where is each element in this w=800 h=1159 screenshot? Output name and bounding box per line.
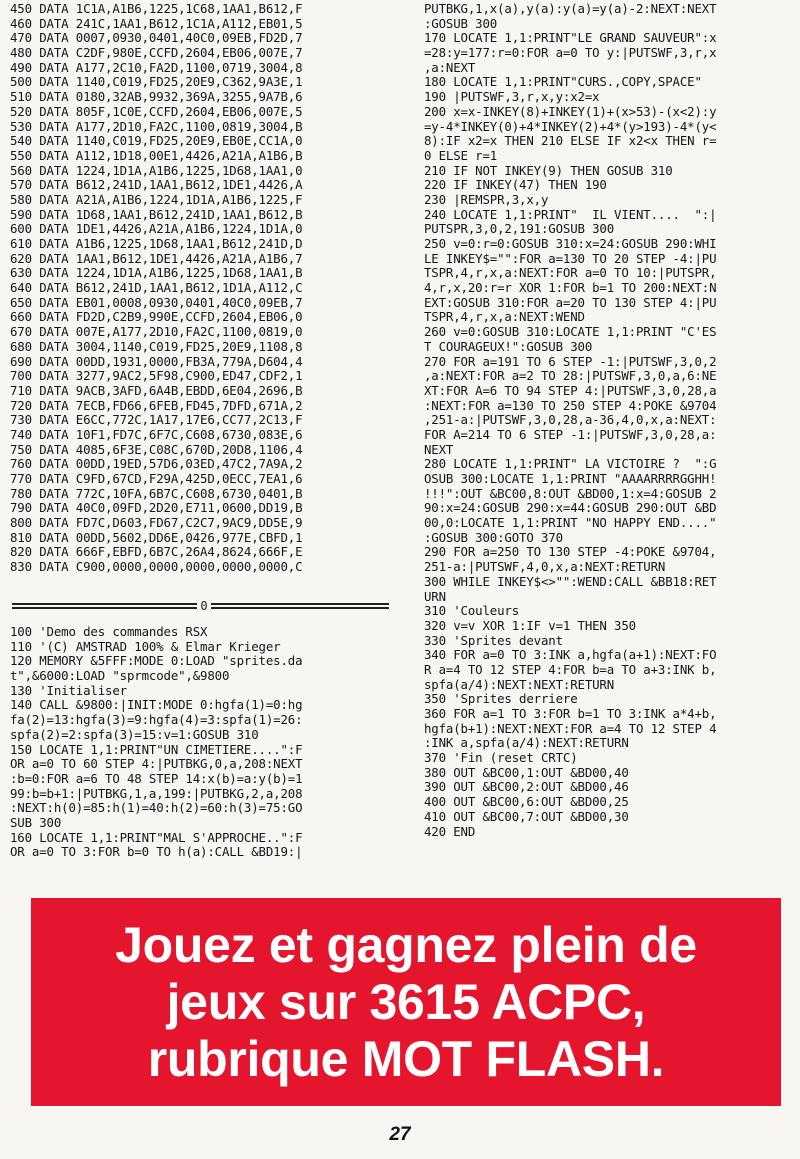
code-line: 200 x=x-INKEY(8)+INKEY(1)+(x>53)-(x<2):y [424,104,717,119]
code-line: fa(2)=13:hgfa(3)=9:hgfa(4)=3:spfa(1)=26: [10,713,303,728]
section-divider [12,596,389,616]
code-line: 210 IF NOT INKEY(9) THEN GOSUB 310 [424,163,673,178]
code-line: 120 MEMORY &5FFF:MODE 0:LOAD "sprites.da [10,654,303,669]
code-line: 220 IF INKEY(47) THEN 190 [424,178,607,193]
code-line: XT:FOR A=6 TO 94 STEP 4:|PUTSWF,3,0,28,a [424,383,717,398]
data-line: 760 DATA 00DD,19ED,57D6,03ED,47C2,7A9A,2 [10,457,303,472]
promo-server-code: 3615 ACPC, [369,973,646,1030]
data-line: 750 DATA 4085,6F3E,C08C,670D,20D8,1106,4 [10,442,303,457]
code-line: 390 OUT &BC00,2:OUT &BD00,46 [424,780,629,795]
data-line: 650 DATA EB01,0008,0930,0401,40C0,09EB,7 [10,295,303,310]
code-line: 190 |PUTSWF,3,r,x,y:x2=x [424,90,600,105]
code-line: 380 OUT &BC00,1:OUT &BD00,40 [424,765,629,780]
code-line: 290 FOR a=250 TO 130 STEP -4:POKE &9704, [424,545,717,560]
data-line: 730 DATA E6CC,772C,1A17,17E6,CC77,2C13,F [10,413,303,428]
promo-banner [31,898,781,1106]
code-line: TSPR,4,r,x,a:NEXT:WEND [424,310,585,325]
promo-line-2 [167,974,646,1031]
code-line: OR a=0 TO 60 STEP 4:|PUTBKG,0,a,208:NEXT [10,757,303,772]
code-line: URN [424,589,446,604]
code-line: 270 FOR a=191 TO 6 STEP -1:|PUTSWF,3,0,2 [424,354,717,369]
promo-line-2-prefix: jeux sur [166,973,370,1030]
code-line: 400 OUT &BC00,6:OUT &BD00,25 [424,795,629,810]
data-line: 620 DATA 1AA1,B612,1DE1,4426,A21A,A1B6,7 [10,251,303,266]
code-line: 280 LOCATE 1,1:PRINT" LA VICTOIRE ? ":G [424,457,717,472]
data-line: 600 DATA 1DE1,4426,A21A,A1B6,1224,1D1A,0 [10,222,303,237]
code-line: 250 v=0:r=0:GOSUB 310:x=24:GOSUB 290:WHI [424,237,717,251]
promo-section-name: MOT FLASH. [361,1030,665,1087]
code-line: LE INKEY$="":FOR a=130 TO 20 STEP -4:|PU [424,251,717,266]
code-line: 230 |REMSPR,3,x,y [424,192,549,207]
promo-line-3-prefix: rubrique [147,1030,362,1087]
data-line: 550 DATA A112,1D18,00E1,4426,A21A,A1B6,B [10,148,303,163]
code-line: 140 CALL &9800:|INIT:MODE 0:hgfa(1)=0:hg [10,698,303,713]
code-line: 251-a:|PUTSWF,4,0,x,a:NEXT:RETURN [424,560,666,575]
data-line: 580 DATA A21A,A1B6,1224,1D1A,A1B6,1225,F [10,192,303,207]
code-line: :GOSUB 300:GOTO 370 [424,530,563,545]
code-line: SUB 300 [10,815,62,830]
data-line: 810 DATA 00DD,5602,DD6E,0426,977E,CBFD,1 [10,530,303,545]
code-line: PUTSPR,3,0,2,191:GOSUB 300 [424,222,615,237]
code-line: 260 v=0:GOSUB 310:LOCATE 1,1:PRINT "C'ES [424,325,717,340]
code-line: :GOSUB 300 [424,16,498,31]
code-line: 4,r,x,20:r=r XOR 1:FOR b=1 TO 200:NEXT:N [424,281,717,296]
basic-listing-column-left [10,625,390,860]
code-line: :b=0:FOR a=6 TO 48 STEP 14:x(b)=a:y(b)=1 [10,771,303,786]
promo-line-1: Jouez et gagnez plein de [115,916,697,973]
code-line: 170 LOCATE 1,1:PRINT"LE GRAND SAUVEUR":x [424,31,717,46]
code-line: OR a=0 TO 3:FOR b=0 TO h(a):CALL &BD19:| [10,845,303,860]
code-line: 340 FOR a=0 TO 3:INK a,hgfa(a+1):NEXT:FO [424,648,717,663]
data-line: 640 DATA B612,241D,1AA1,B612,1D1A,A112,C [10,281,303,296]
code-line: 360 FOR a=1 TO 3:FOR b=1 TO 3:INK a*4+b, [424,707,717,721]
code-line: R a=4 TO 12 STEP 4:FOR b=a TO a+3:INK b, [424,662,717,677]
data-line: 770 DATA C9FD,67CD,F29A,425D,0ECC,7EA1,6 [10,472,303,486]
code-line: 160 LOCATE 1,1:PRINT"MAL S'APPROCHE..":F [10,830,303,845]
code-line: ,a:NEXT:FOR a=2 TO 28:|PUTSWF,3,0,a,6:NE [424,369,717,384]
data-line: 470 DATA 0007,0930,0401,40C0,09EB,FD2D,7 [10,31,303,46]
code-line: ,a:NEXT [424,60,476,75]
data-line: 670 DATA 007E,A177,2D10,FA2C,1100,0819,0 [10,325,303,340]
code-line: =28:y=177:r=0:FOR a=0 TO y:|PUTSWF,3,r,x [424,46,717,61]
code-line: 410 OUT &BC00,7:OUT &BD00,30 [424,809,629,824]
code-line: 99:b=b+1:|PUTBKG,1,a,199:|PUTBKG,2,a,208 [10,786,303,801]
code-line: spfa(2)=2:spfa(3)=15:v=1:GOSUB 310 [10,727,259,742]
code-line: OSUB 300:LOCATE 1,1:PRINT "AAAARRRRGGHH! [424,472,717,486]
page-number: 27 [389,1124,411,1145]
data-line: 500 DATA 1140,C019,FD25,20E9,C362,9A3E,1 [10,75,303,90]
code-line: =y-4*INKEY(0)+4*INKEY(2)+4*(y>193)-4*(y< [424,119,717,134]
divider-mark: 0 [197,599,211,613]
data-line: 570 DATA B612,241D,1AA1,B612,1DE1,4426,A [10,178,303,193]
code-line: NEXT [424,442,454,457]
code-line: 0 ELSE r=1 [424,148,498,163]
data-line: 830 DATA C900,0000,0000,0000,0000,0000,C [10,560,303,575]
data-line: 450 DATA 1C1A,A1B6,1225,1C68,1AA1,B612,F [10,2,303,16]
data-line: 680 DATA 3004,1140,C019,FD25,20E9,1108,8 [10,339,303,354]
code-line: t",&6000:LOAD "sprmcode",&9800 [10,669,230,684]
code-line: 180 LOCATE 1,1:PRINT"CURS.,COPY,SPACE" [424,75,702,90]
code-line: 130 'Initialiser [10,683,127,698]
code-line: :INK a,spfa(a/4):NEXT:RETURN [424,736,629,751]
data-line: 510 DATA 0180,32AB,9932,369A,3255,9A7B,6 [10,90,303,105]
data-line: 520 DATA 805F,1C0E,CCFD,2604,EB06,007E,5 [10,104,303,119]
data-line: 590 DATA 1D68,1AA1,B612,241D,1AA1,B612,B [10,207,303,222]
code-line: 310 'Couleurs [424,604,520,619]
code-line: !!!":OUT &BC00,8:OUT &BD00,1:x=4:GOSUB 2 [424,486,717,501]
data-line: 820 DATA 666F,EBFD,6B7C,26A4,8624,666F,E [10,545,303,560]
data-line: 790 DATA 40C0,09FD,2D20,E711,0600,DD19,B [10,501,303,516]
data-line: 630 DATA 1224,1D1A,A1B6,1225,1D68,1AA1,B [10,266,303,281]
code-line: 110 '(C) AMSTRAD 100% & Elmar Krieger [10,639,281,654]
code-line: 300 WHILE INKEY$<>"":WEND:CALL &BB18:RET [424,574,717,589]
code-line: 240 LOCATE 1,1:PRINT" IL VIENT.... ":| [424,207,717,222]
code-line: 320 v=v XOR 1:IF v=1 THEN 350 [424,618,636,633]
data-line: 530 DATA A177,2D10,FA2C,1100,0819,3004,B [10,119,303,134]
data-listing-column [10,2,390,575]
basic-listing-column-right [424,2,796,839]
data-line: 460 DATA 241C,1AA1,B612,1C1A,A112,EB01,5 [10,16,303,31]
data-line: 800 DATA FD7C,D603,FD67,C2C7,9AC9,DD5E,9 [10,516,303,531]
code-line: PUTBKG,1,x(a),y(a):y(a)=y(a)-2:NEXT:NEXT [424,2,717,16]
data-line: 490 DATA A177,2C10,FA2D,1100,0719,3004,8 [10,60,303,75]
code-line: 150 LOCATE 1,1:PRINT"UN CIMETIERE....":F [10,742,303,757]
code-line: 350 'Sprites derriere [424,692,578,707]
data-line: 700 DATA 3277,9AC2,5F98,C900,ED47,CDF2,1 [10,369,303,384]
code-line: spfa(a/4):NEXT:NEXT:RETURN [424,677,615,692]
code-line: 100 'Demo des commandes RSX [10,625,208,639]
code-line: ,251-a:|PUTSWF,3,0,28,a-36,4,0,x,a:NEXT: [424,413,717,428]
code-line: 370 'Fin (reset CRTC) [424,751,578,766]
code-line: :NEXT:h(0)=85:h(1)=40:h(2)=60:h(3)=75:GO [10,801,303,816]
code-line: T COURAGEUX!":GOSUB 300 [424,339,593,354]
code-line: hgfa(b+1):NEXT:NEXT:FOR a=4 TO 12 STEP 4 [424,721,717,736]
data-line: 780 DATA 772C,10FA,6B7C,C608,6730,0401,B [10,486,303,501]
data-line: 740 DATA 10F1,FD7C,6F7C,C608,6730,083E,6 [10,427,303,442]
code-line: 90:x=24:GOSUB 290:x=44:GOSUB 290:OUT &BD [424,501,717,516]
code-line: EXT:GOSUB 310:FOR a=20 TO 130 STEP 4:|PU [424,295,717,310]
data-line: 610 DATA A1B6,1225,1D68,1AA1,B612,241D,D [10,237,303,251]
data-line: 480 DATA C2DF,980E,CCFD,2604,EB06,007E,7 [10,46,303,61]
data-line: 660 DATA FD2D,C2B9,990E,CCFD,2604,EB06,0 [10,310,303,325]
promo-line-3 [148,1031,665,1088]
code-line: TSPR,4,r,x,a:NEXT:FOR a=0 TO 10:|PUTSPR, [424,266,717,281]
code-line: :NEXT:FOR a=130 TO 250 STEP 4:POKE &9704 [424,398,717,413]
code-line: FOR A=214 TO 6 STEP -1:|PUTSWF,3,0,28,a: [424,427,717,442]
data-line: 710 DATA 9ACB,3AFD,6A4B,EBDD,6E04,2696,B [10,383,303,398]
code-line: 00,0:LOCATE 1,1:PRINT "NO HAPPY END...." [424,516,717,531]
data-line: 690 DATA 00DD,1931,0000,FB3A,779A,D604,4 [10,354,303,369]
code-line: 330 'Sprites devant [424,633,563,648]
data-line: 720 DATA 7ECB,FD66,6FEB,FD45,7DFD,671A,2 [10,398,303,413]
data-line: 560 DATA 1224,1D1A,A1B6,1225,1D68,1AA1,0 [10,163,303,178]
data-line: 540 DATA 1140,C019,FD25,20E9,EB0E,CC1A,0 [10,134,303,149]
code-line: 420 END [424,824,476,839]
code-line: 8):IF x2=x THEN 210 ELSE IF x2<x THEN r= [424,134,717,149]
